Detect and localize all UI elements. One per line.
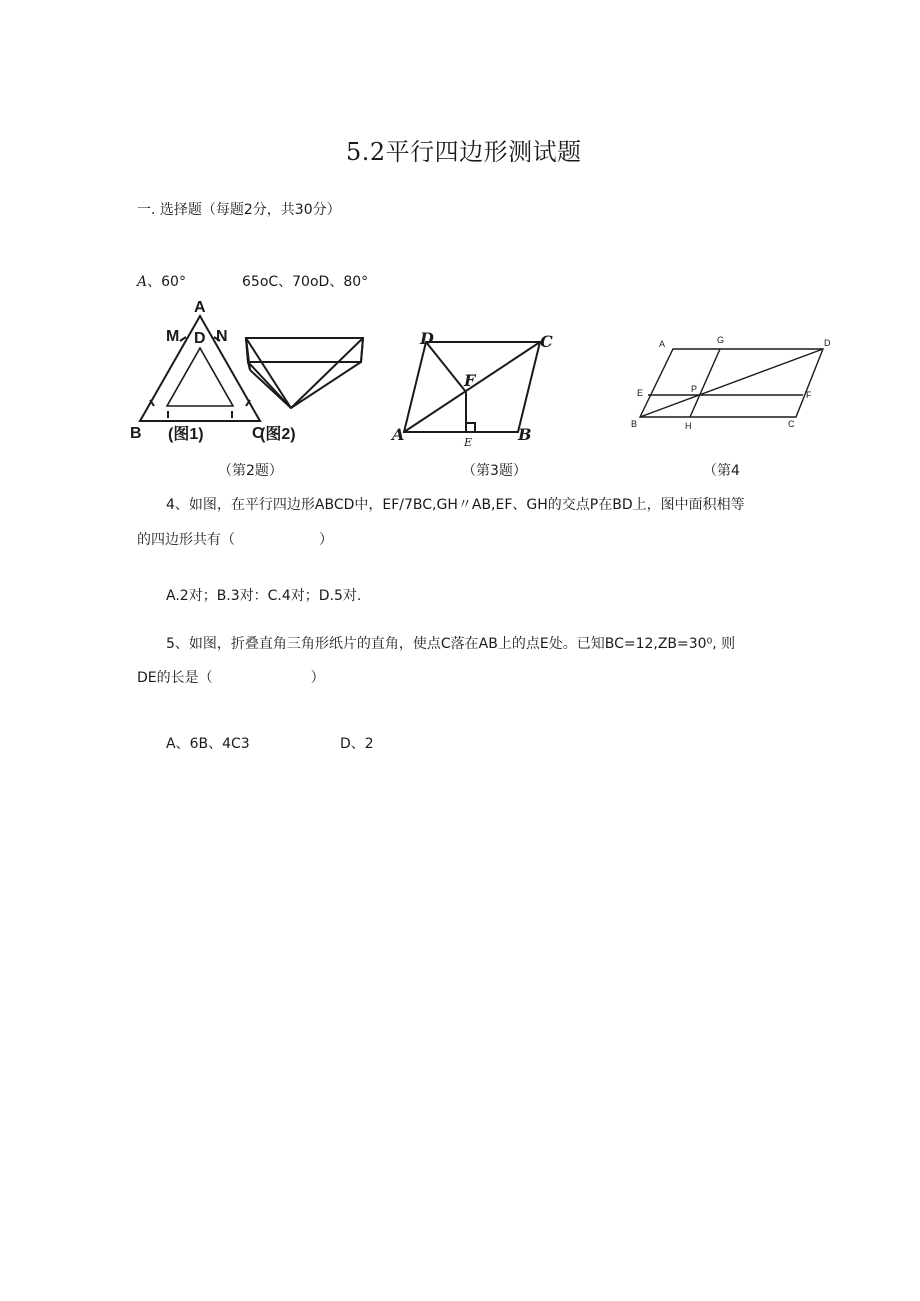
label-C: C (788, 419, 795, 429)
prism-top (246, 338, 363, 362)
label-A: A (194, 299, 206, 316)
caption-q4: （第4 (703, 463, 740, 479)
label-D: D (420, 330, 434, 348)
label-A: A (392, 425, 405, 444)
label-D: D (194, 330, 206, 347)
label-G: G (717, 335, 725, 345)
caption-q3: （第3题） (462, 463, 527, 479)
label-M: M (166, 328, 180, 345)
label-D: D (824, 338, 831, 348)
option-a-letter: A (137, 274, 148, 290)
figure-q4 (628, 333, 838, 433)
q4-text-line1: 4、如图，在平行四边形ABCD中，EF/7BC,GH〃AB,EF、GH的交点P在BD上，图中面积相等 (166, 497, 745, 513)
q1-options (137, 271, 186, 291)
label-C: C (540, 332, 553, 351)
option-a-text: 、60° (147, 274, 186, 290)
q4-options: A.2对；B.3对：C.4对；D.5对. (166, 588, 362, 604)
label-B: B (631, 419, 638, 429)
label-P: P (691, 384, 698, 394)
q4-text-line2: 的四边形共有（ ） (137, 532, 333, 548)
label-F: F (806, 390, 812, 400)
label-N: N (216, 328, 228, 345)
label-F: F (464, 371, 476, 390)
figure-q3 (388, 330, 558, 448)
section-heading: 一. 选择题（每题2分，共30分） (137, 202, 341, 218)
q5-text-line2: DE的长是（ ） (137, 670, 325, 686)
caption-q2: （第2题） (218, 463, 283, 479)
label-H: H (685, 421, 692, 431)
sub-label-1: (图1) (168, 426, 204, 443)
q5-options-right: D、2 (340, 736, 374, 752)
label-B: B (130, 425, 142, 442)
q5-text-line1: 5、如图，折叠直角三角形纸片的直角，使点C落在AB上的点E处。已知BC=12,ZB=30⁰, 则 (166, 636, 736, 652)
label-A: A (659, 339, 666, 349)
q5-options-left: A、6B、4C3 (166, 736, 250, 752)
page-title: 5.2平行四边形测试题 (346, 138, 582, 166)
label-C: C (252, 425, 264, 442)
label-E: E (464, 436, 473, 448)
label-B: B (518, 425, 532, 444)
figure-q2-prism (238, 326, 373, 446)
q1-options-rest: 65oC、70oD、80° (242, 274, 369, 290)
sub-label-2: (图2) (260, 426, 296, 443)
label-E: E (637, 388, 644, 398)
